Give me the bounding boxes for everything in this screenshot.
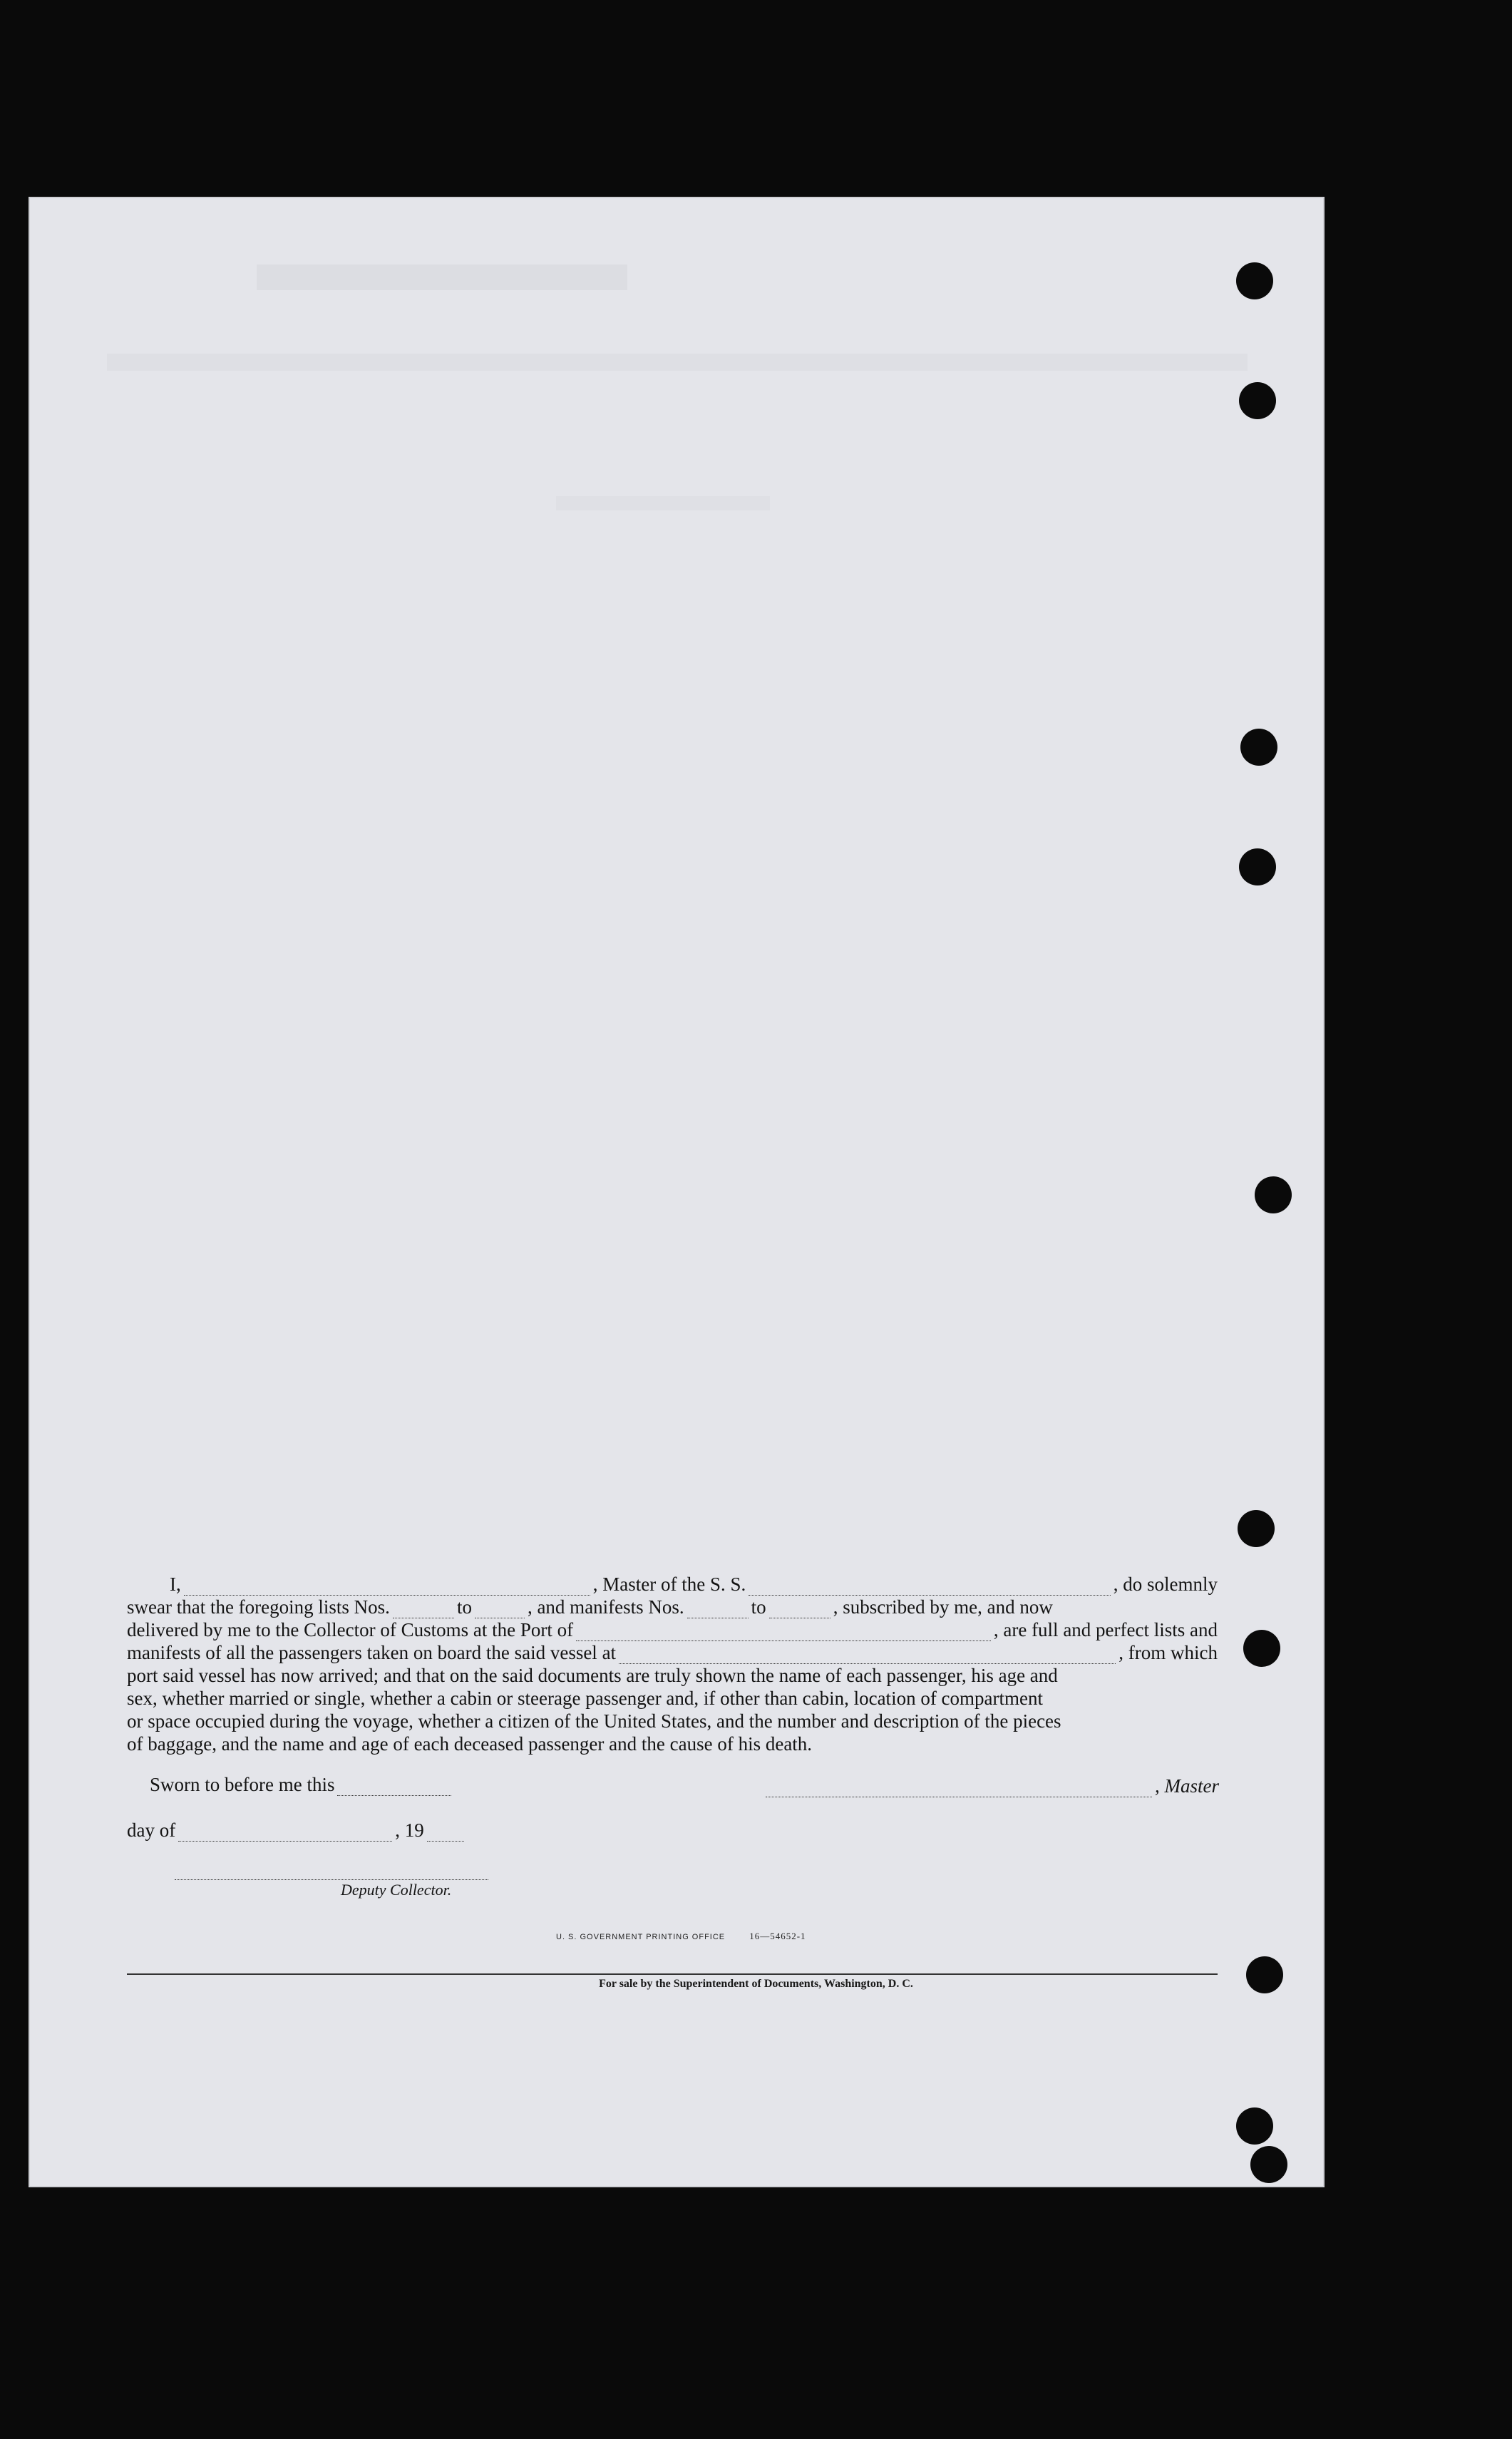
oath-body-2: sex, whether married or single, whether a cabin or steerage passenger and, if other than cabin, location of compartment bbox=[127, 1688, 1044, 1709]
list-from-blank[interactable] bbox=[393, 1602, 454, 1618]
punch-hole bbox=[1236, 2107, 1273, 2145]
port-blank[interactable] bbox=[576, 1625, 991, 1641]
form-number: 16—54652-1 bbox=[749, 1931, 806, 1941]
punch-hole bbox=[1255, 1176, 1292, 1213]
document-sheet bbox=[29, 197, 1325, 2187]
oath-line-8 bbox=[127, 1732, 1218, 1755]
manifest-from-blank[interactable] bbox=[687, 1602, 749, 1618]
deputy-signature-blank[interactable] bbox=[175, 1879, 488, 1880]
year-blank[interactable] bbox=[427, 1825, 464, 1842]
footer-rule bbox=[127, 1973, 1218, 1975]
bleed-through-heading bbox=[257, 265, 627, 290]
oath-subscribed: , subscribed by me, and now bbox=[833, 1596, 1053, 1618]
punch-hole bbox=[1239, 848, 1276, 885]
master-name-blank[interactable] bbox=[184, 1579, 590, 1596]
oath-to-1: to bbox=[456, 1596, 472, 1618]
oath-line-4 bbox=[127, 1641, 1218, 1664]
departure-port-blank[interactable] bbox=[619, 1648, 1116, 1664]
master-signature-line bbox=[763, 1775, 1219, 1797]
oath-swear-lists: swear that the foregoing lists Nos. bbox=[127, 1596, 390, 1618]
master-signature-blank[interactable] bbox=[766, 1781, 1152, 1797]
oath-full-perfect: , are full and perfect lists and bbox=[993, 1619, 1218, 1640]
oath-line-7 bbox=[127, 1710, 1218, 1732]
oath-do-solemnly: , do solemnly bbox=[1113, 1573, 1218, 1595]
sworn-label: Sworn to before me this bbox=[150, 1774, 335, 1795]
nineteen-label: , 19 bbox=[395, 1819, 424, 1841]
for-sale-notice: For sale by the Superintendent of Documents, Washington, D. C. bbox=[599, 1978, 913, 1990]
gpo-label: U. S. GOVERNMENT PRINTING OFFICE bbox=[556, 1933, 726, 1941]
oath-manifests-of-all: manifests of all the passengers taken on board the said vessel at bbox=[127, 1642, 617, 1663]
bleed-through-row bbox=[556, 496, 770, 510]
oath-body-4: of baggage, and the name and age of each deceased passenger and the cause of his death. bbox=[127, 1733, 813, 1755]
oath-line-6 bbox=[127, 1687, 1218, 1710]
oath-delivered: delivered by me to the Collector of Customs at the Port of bbox=[127, 1619, 574, 1640]
list-to-blank[interactable] bbox=[475, 1602, 525, 1618]
oath-line-1 bbox=[127, 1573, 1218, 1596]
oath-to-2: to bbox=[751, 1596, 766, 1618]
punch-hole bbox=[1236, 262, 1273, 299]
master-label: , Master bbox=[1155, 1775, 1219, 1797]
master-oath-block bbox=[127, 1573, 1218, 1755]
bleed-through-row bbox=[107, 354, 1248, 371]
punch-hole bbox=[1240, 729, 1277, 766]
punch-hole bbox=[1243, 1630, 1280, 1667]
sworn-line bbox=[150, 1774, 454, 1796]
punch-hole bbox=[1238, 1510, 1275, 1547]
oath-line-2 bbox=[127, 1596, 1218, 1618]
oath-from-which: , from which bbox=[1118, 1642, 1218, 1663]
deputy-collector-label: Deputy Collector. bbox=[341, 1881, 452, 1899]
manifest-to-blank[interactable] bbox=[769, 1602, 830, 1618]
punch-hole bbox=[1239, 382, 1276, 419]
day-of-label: day of bbox=[127, 1819, 176, 1841]
oath-line-5 bbox=[127, 1664, 1218, 1687]
oath-and-manifests: , and manifests Nos. bbox=[527, 1596, 684, 1618]
oath-i-prefix: I, bbox=[170, 1573, 181, 1595]
sworn-date-blank[interactable] bbox=[337, 1780, 451, 1796]
oath-master-of: , Master of the S. S. bbox=[592, 1573, 746, 1595]
oath-line-3 bbox=[127, 1618, 1218, 1641]
day-of-line bbox=[127, 1819, 467, 1842]
oath-body-1: port said vessel has now arrived; and that on the said documents are truly shown the name of each passenger, his age and bbox=[127, 1665, 1058, 1686]
ship-name-blank[interactable] bbox=[749, 1579, 1111, 1596]
printing-office-imprint bbox=[556, 1931, 806, 1942]
month-blank[interactable] bbox=[178, 1825, 392, 1842]
punch-hole bbox=[1250, 2146, 1287, 2183]
oath-body-3: or space occupied during the voyage, whether a citizen of the United States, and the number and description of the pieces bbox=[127, 1710, 1061, 1732]
